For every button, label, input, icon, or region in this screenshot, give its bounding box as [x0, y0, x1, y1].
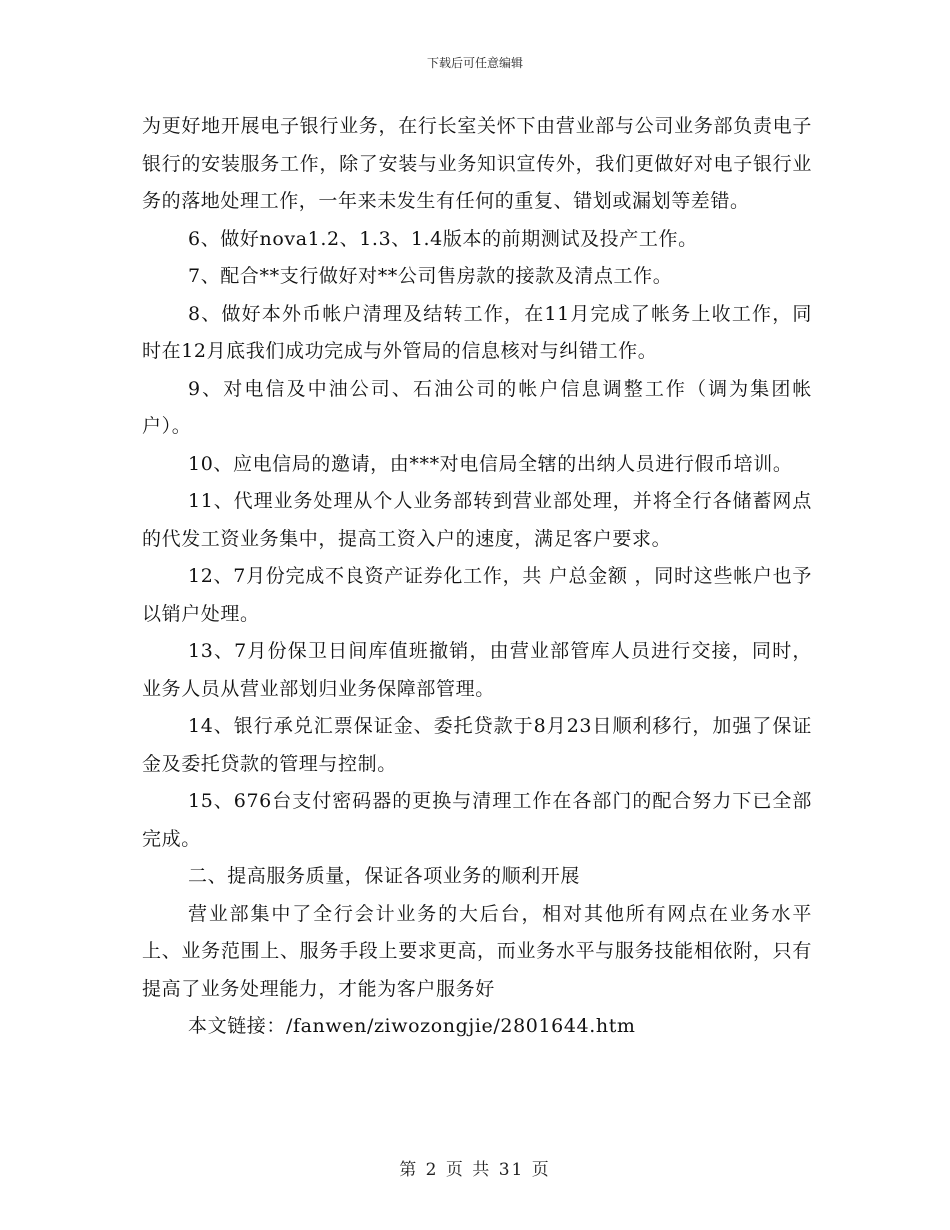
paragraph: 13、7月份保卫日间库值班撤销，由营业部管库人员进行交接，同时，业务人员从营业部划归业务保障部管理。 — [142, 640, 812, 700]
paragraph: 10、应电信局的邀请，由***对电信局全辖的出纳人员进行假币培训。 — [188, 452, 793, 475]
paragraph: 12、7月份完成不良资产证券化工作，共 户总金额 ，同时这些帐户也予以销户处理。 — [142, 565, 812, 625]
paragraph: 15、676台支付密码器的更换与清理工作在各部门的配合努力下已全部完成。 — [142, 790, 812, 850]
paragraph: 11、代理业务处理从个人业务部转到营业部处理，并将全行各储蓄网点的代发工资业务集中，提高工资入户的速度，满足客户要求。 — [142, 490, 812, 550]
paragraph: 6、做好nova1.2、1.3、1.4版本的前期测试及投产工作。 — [188, 227, 698, 250]
paragraph: 7、配合**支行做好对**公司售房款的接款及清点工作。 — [188, 265, 673, 287]
paragraph: 9、对电信及中油公司、石油公司的帐户信息调整工作（调为集团帐户）。 — [142, 377, 812, 437]
paragraph: 为更好地开展电子银行业务，在行长室关怀下由营业部与公司业务部负责电子银行的安装服务工作，除了安装与业务知识宣传外，我们更做好对电子银行业务的落地处理工作，一年来未发生有任何的重复、错划或漏划等差错。 — [142, 115, 812, 212]
paragraph: 营业部集中了全行会计业务的大后台，相对其他所有网点在业务水平上、业务范围上、服务手段上要求更高，而业务水平与服务技能相依附，只有提高了业务处理能力，才能为客户服务好 — [142, 902, 812, 1000]
article-link: 本文链接：/fanwen/ziwozongjie/2801644.htm — [188, 1015, 636, 1037]
paragraph: 8、做好本外币帐户清理及结转工作，在11月完成了帐务上收工作，同时在12月底我们成功完成与外管局的信息核对与纠错工作。 — [142, 302, 812, 362]
document-body — [142, 108, 812, 1046]
paragraph: 14、银行承兑汇票保证金、委托贷款于8月23日顺利移行，加强了保证金及委托贷款的管理与控制。 — [142, 715, 812, 775]
section-heading: 二、提高服务质量，保证各项业务的顺利开展 — [188, 865, 581, 887]
page-header: 下载后可任意编辑 — [426, 56, 523, 70]
page-number-footer: 第 2 页 共 31 页 — [399, 1160, 551, 1180]
